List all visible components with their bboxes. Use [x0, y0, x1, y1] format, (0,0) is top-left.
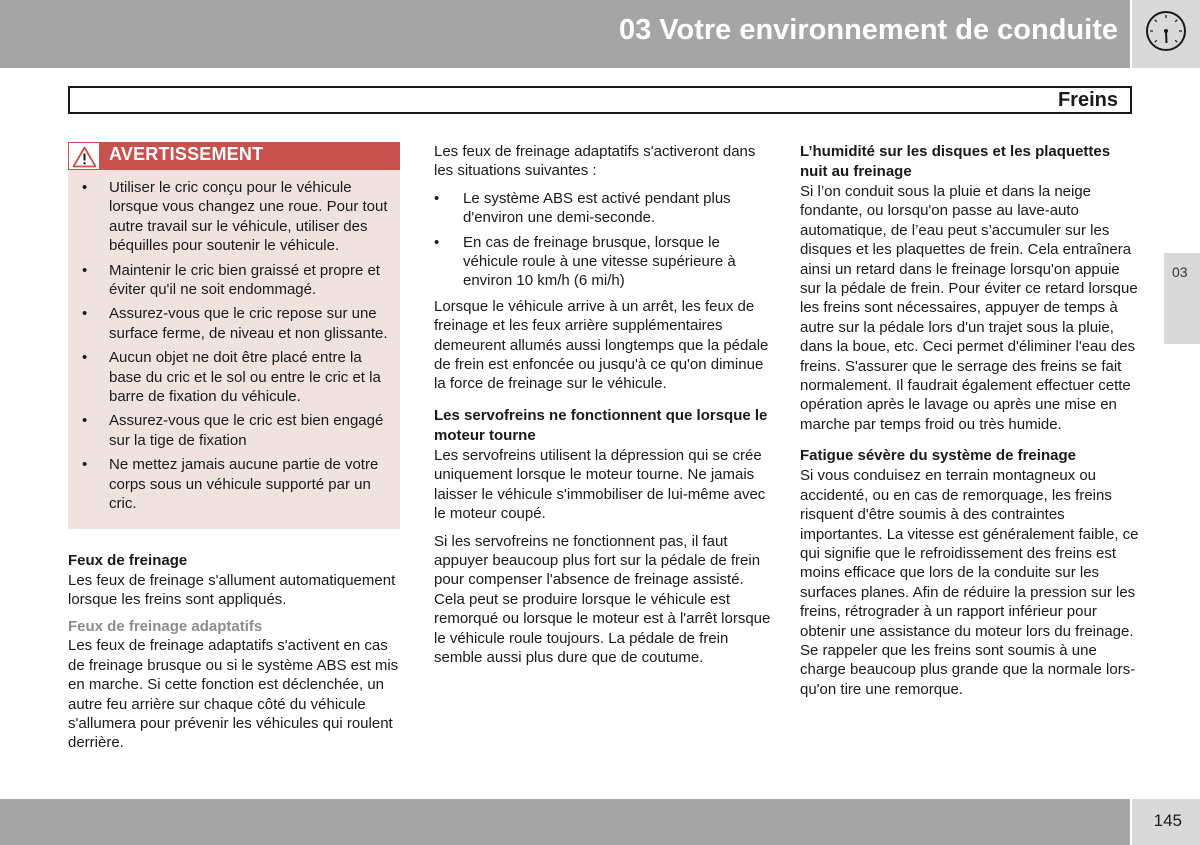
- chapter-header: [0, 0, 1130, 68]
- section-title-box: [68, 86, 1132, 114]
- warning-list: [68, 170, 400, 514]
- paragraph: Lorsque le véhicule arrive à un arrêt, les feux de freinage et les feux arrière supplémentaires demeurent allumés aussi longtemps que la pédale de frein est enfoncée ou jusqu'à ce qu'on diminue la force de freinage sur le véhicule.: [434, 297, 769, 393]
- paragraph: Les feux de freinage adaptatifs s'activeront dans les situations suivantes :: [434, 143, 756, 180]
- page-footer: [0, 799, 1130, 845]
- paragraph: Les servofreins utilisent la dépression qui se crée uniquement lorsque le moteur tourne. Ne jamais laisser le véhicule s'immobiliser de lui-même avec le moteur coupé.: [434, 446, 766, 523]
- page-number-box: [1132, 799, 1200, 845]
- list-item: • En cas de freinage brusque, lorsque le véhicule roule à une vitesse supérieure à environ 10 km/h (6 mi/h): [434, 233, 774, 291]
- heading-servofreins: Les servofreins ne fonctionnent que lorsque le moteur tourne: [434, 406, 768, 444]
- warning-title: AVERTISSEMENT: [109, 144, 264, 164]
- section-title: Freins: [1057, 89, 1118, 111]
- paragraph: Si vous conduisez en terrain montagneux ou accidenté, ou en cas de remorquage, les freins risquent d'être soumis à des contraintes importantes. La vitesse est généralement faible, ce qui signifie que le refroidissement des freins est moins efficace que lors de la conduite sur les surfaces planes. Afin de réduire la pression sur les freins, rétrograder à un rapport inférieur pour obtenir une assistance du moteur lors du freinage. Se rappeler que les freins sont soumis à une charge beaucoup plus grande que la normale lorsqu'on tire une remorque.: [800, 467, 1139, 698]
- paragraph: Les feux de freinage adaptatifs s'activent en cas de freinage brusque ou si le système ABS est mis en marche. Si cette fonction est déclenchée, un autre feu arrière sur chaque côté du véhicule s'allumera pour prévenir les véhicules qui roulent derrière.: [68, 637, 399, 752]
- paragraph: Si les servofreins ne fonctionnent pas, il faut appuyer beaucoup plus fort sur la pédale de frein pour compenser l'absence de freinage assisté. Cela peut se produire lorsque le véhicule est remorqué ou lorsque le moteur est à l'arrêt lorsque le véhicule roule toujours. La pédale de frein semble aussi plus dure que de coutume.: [434, 532, 771, 666]
- list-item: • Assurez-vous que le cric est bien engagé sur la tige de fixation: [82, 411, 390, 450]
- column-2: [434, 142, 774, 667]
- page-number: 145: [1153, 811, 1182, 830]
- paragraph: Les feux de freinage s'allument automatiquement lorsque les freins sont appliqués.: [68, 571, 396, 608]
- chapter-title: 03 Votre environnement de conduite: [618, 14, 1118, 46]
- warning-triangle-icon: [72, 146, 97, 168]
- heading-feux-freinage: Feux de freinage: [68, 551, 188, 569]
- list-item: • Assurez-vous que le cric repose sur une surface ferme, de niveau et non glissante.: [82, 304, 390, 343]
- list-item: • Utiliser le cric conçu pour le véhicule lorsque vous changez une roue. Pour tout autre travail sur le véhicule, utiliser des béquilles pour soutenir le véhicule.: [82, 178, 390, 256]
- chapter-tab: [1164, 253, 1200, 344]
- heading-fatigue: Fatigue sévère du système de freinage: [800, 447, 1076, 465]
- subheading-feux-adaptatifs: Feux de freinage adaptatifs: [68, 618, 263, 636]
- paragraph: Si l’on conduit sous la pluie et dans la neige fondante, ou lorsqu'on passe au lave-auto automatique, de l’eau peut s’accumuler sur les disques et les plaquettes de frein. Cela entraînera ainsi un retard dans le freinage lorsqu'on appuie sur la pédale de frein. Pour éviter ce retard lorsque les freins sont nécessaires, appuyer de temps à autre sur la pédale lors d'un trajet sous la pluie, dans la boue, etc. Ceci permet d'éliminer l'eau des freins. S'assurer que le serrage des freins se fait normalement. Il faudrait également effectuer cette opération après le lavage ou après une mise en marche par temps froid ou très humide.: [800, 183, 1138, 433]
- warning-header: [68, 142, 400, 170]
- warning-icon-box: [68, 142, 100, 170]
- list-item: • Le système ABS est activé pendant plus d'environ une demi-seconde.: [434, 189, 774, 228]
- chapter-icon-box: [1132, 0, 1200, 68]
- warning-box: [68, 142, 400, 529]
- chapter-tab-label: 03: [1172, 264, 1188, 280]
- speedometer-icon: [1145, 10, 1187, 52]
- list-item: • Ne mettez jamais aucune partie de votre corps sous un véhicule supporté par un cric.: [82, 455, 390, 513]
- column-1: [68, 142, 400, 753]
- heading-humidite: L’humidité sur les disques et les plaquettes nuit au freinage: [800, 143, 1111, 180]
- conditions-list: [434, 189, 774, 291]
- list-item: • Maintenir le cric bien graissé et propre et éviter qu'il ne soit endommagé.: [82, 261, 390, 300]
- list-item: • Aucun objet ne doit être placé entre la base du cric et le sol ou entre le cric et la barre de fixation du véhicule.: [82, 348, 390, 406]
- column-3: [800, 142, 1140, 699]
